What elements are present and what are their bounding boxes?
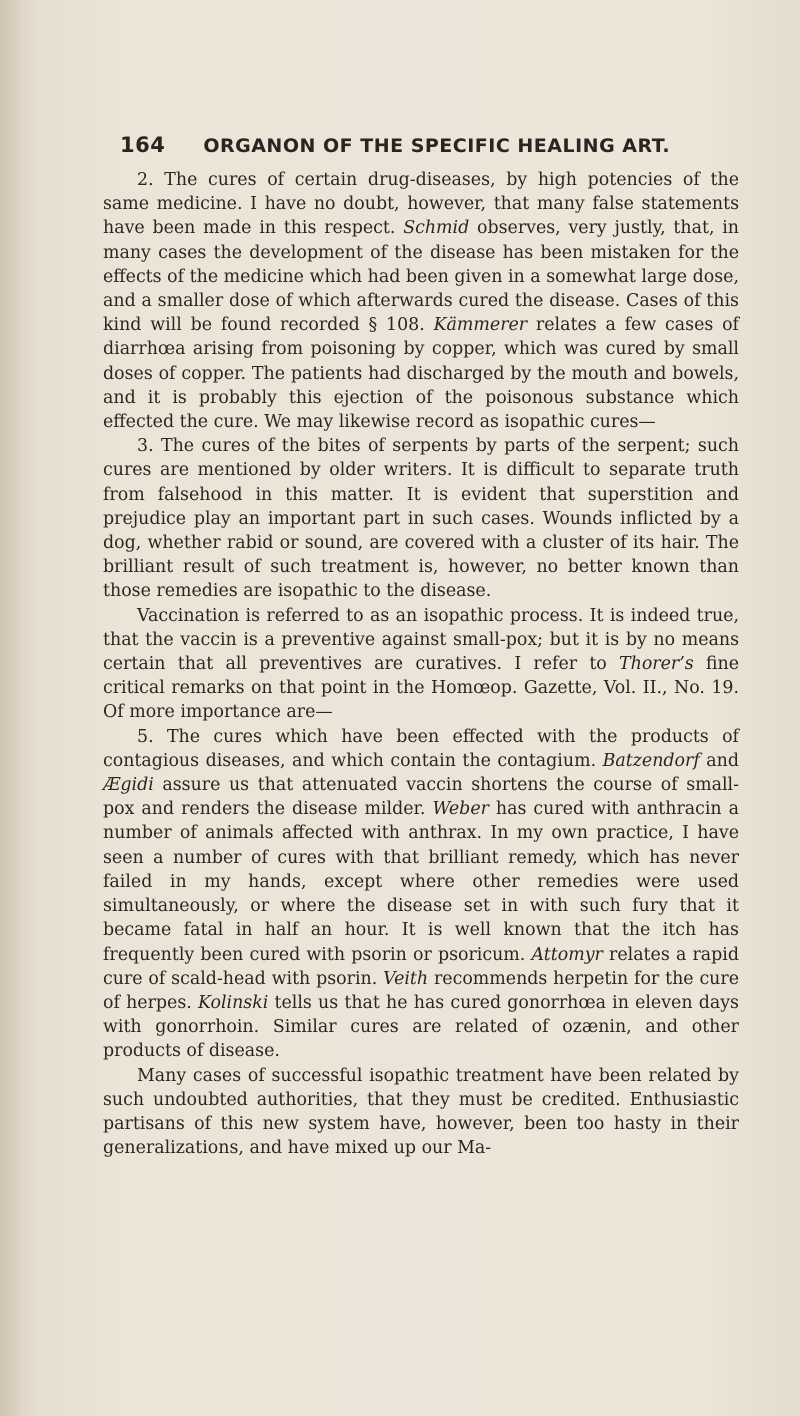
text-run: 3. The cures of the bites of serpents by parts of the serpent; such cures are mentioned by older writers. It is difficult to separate truth from falsehood in this matter. It is evident that superstition and prejudice play an important part in such cases. Wounds inflicted by a dog, whether rabid or sound, are covered with a cluster of its hair. The brilliant result of such treatment is, however, no better known than those remedies are isopathic to the disease. (103, 436, 739, 602)
text-run: assure us that attenuated vaccin shortens the course of small-pox and renders the disease milder. (103, 775, 739, 820)
paragraph (103, 434, 739, 603)
italic-name: Kämmerer (433, 315, 528, 336)
text-run: 2. The cures of certain drug-diseases, by high potencies of the same medicine. I have no doubt, however, that many false statements have been made in this respect. (103, 170, 739, 239)
paragraph (103, 168, 739, 434)
text-run: Many cases of successful isopathic treatment have been related by such undoubted authorities, that they must be credited. Enthusiastic partisans of this new system have, however, been too hasty in their generalizations, and have mixed up our Ma- (103, 1065, 739, 1159)
italic-name: Kolinski (197, 992, 269, 1013)
italic-name: Ægidi (103, 775, 154, 796)
page-number: 164 (120, 133, 166, 157)
italic-name: Veith (383, 968, 429, 989)
text-run: Vaccination is referred to as an isopathic process. It is indeed true, that the vaccin is a preventive against small-pox; but it is by no means certain that all preventives are curatives. I refer to (103, 605, 739, 675)
italic-name: Attomyr (531, 944, 603, 965)
paragraph (103, 1064, 739, 1161)
text-run: recommends herpetin for the cure of herpes. (103, 968, 739, 1013)
text-run: 5. The cures which have been effected with the products of contagious diseases, and which contain the contagium. (103, 726, 739, 771)
paragraph (103, 604, 739, 725)
running-header (120, 133, 760, 157)
text-run: fine critical remarks on that point in the Homœop. Gazette, Vol. II., No. 19. Of more importance are— (103, 654, 739, 723)
text-run: has cured with anthracin a number of animals affected with anthrax. In my own practice, I have seen a number of cures with that brilliant remedy, which has never failed in my hands, except where other remedies were used simultaneously, or where the disease set in with such fury that it became fatal in half an hour. It is well known that the itch has frequently been cured with psorin or psoricum. (103, 799, 739, 965)
text-run: tells us that he has cured gonorrhœa in eleven days with gonorrhoin. Similar cures are related of ozænin, and other products of disease. (103, 992, 739, 1062)
body-text (103, 168, 739, 1160)
page-edge-shadow (0, 0, 22, 1416)
text-run: relates a rapid cure of scald-head with psorin. (103, 944, 740, 989)
italic-name: Schmid (403, 218, 470, 239)
italic-name: Weber (432, 799, 489, 820)
text-run: and (699, 750, 740, 771)
running-title: ORGANON OF THE SPECIFIC HEALING ART. (203, 135, 671, 157)
paragraph (103, 725, 739, 1064)
text-run: observes, very justly, that, in many cases the development of the disease has been mistaken for the effects of the medicine which had been given in a somewhat large dose, and a smaller dose of which afterwards cured the disease. Cases of this kind will be found recorded § 108. (103, 218, 740, 336)
italic-name: Batzendorf (602, 750, 700, 771)
italic-name: Thorer’s (619, 654, 694, 675)
text-run: relates a few cases of diarrhœa arising from poisoning by copper, which was cured by small doses of copper. The patients had discharged by the mouth and bowels, and it is probably this ejection of the poisonous substance which effected the cure. We may likewise record as isopathic cures— (103, 315, 739, 433)
